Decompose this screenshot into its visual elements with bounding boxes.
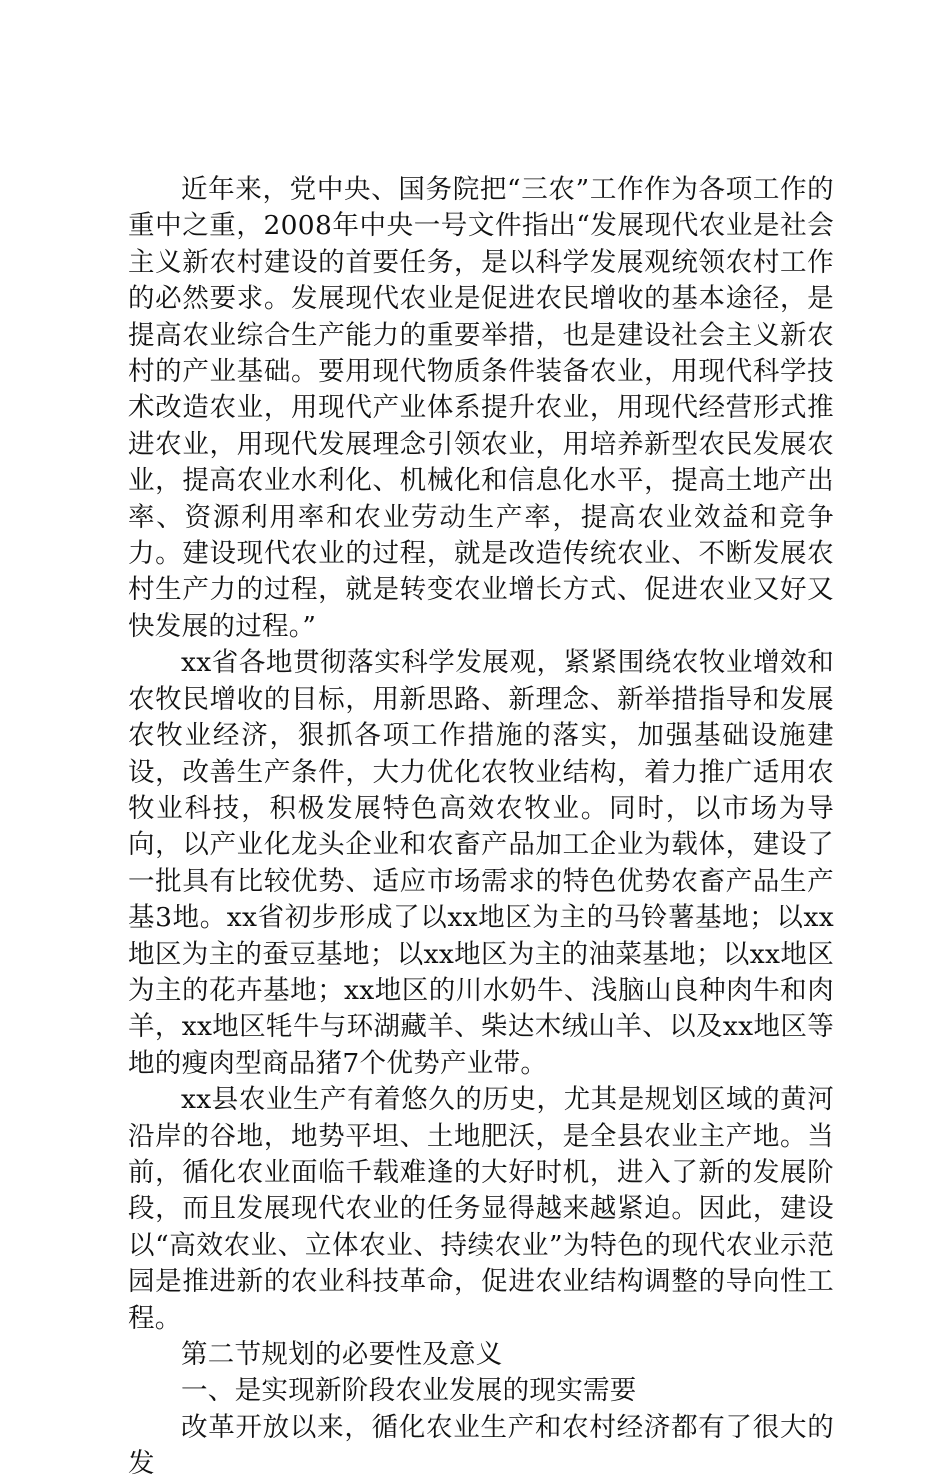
section-heading: 第二节规划的必要性及意义 (181, 1339, 503, 1370)
subsection-heading: 一、是实现新阶段农业发展的现实需要 (181, 1375, 637, 1407)
paragraph-province-development: xx省各地贯彻落实科学发展观，紧紧围绕农牧业增效和农牧民增收的目标，用新思路、新理念、新举措指导和发展农牧业经济，狠抓各项工作措施的落实，加强基础设施建设，改善生产条件，大力优化农牧业结构，着力推广适用农牧业科技，积极发展特色高效农牧业。同时，以市场为导向，以产业化龙头企业和农畜产品加工企业为载体，建设了一批具有比较优势、适应市场需求的特色优势农畜产品生产基3地。xx省初步形成了以xx地区为主的马铃薯基地；以xx地区为主的蚕豆基地；以xx地区为主的油菜基地；以xx地区为主的花卉基地；xx地区的川水奶牛、浅脑山良种肉牛和肉羊，xx地区牦牛与环湖藏羊、柴达木绒山羊、以及xx地区等地的瘦肉型商品猪7个优势产业带。 (128, 647, 834, 1079)
paragraph-reform-opening: 改革开放以来，循化农业生产和农村经济都有了很大的发 (128, 1411, 834, 1480)
paragraph-modern-agriculture: 近年来，党中央、国务院把“三农”工作作为各项工作的重中之重，2008年中央一号文件指出“发展现代农业是社会主义新农村建设的首要任务，是以科学发展观统领农村工作的必然要求。发展现代农业是促进农民增收的基本途径，是提高农业综合生产能力的重要举措，也是建设社会主义新农村的产业基础。要用现代物质条件装备农业，用现代科学技术改造农业，用现代产业体系提升农业，用现代经营形式推进农业，用现代发展理念引领农业，用培养新型农民发展农业，提高农业水利化、机械化和信息化水平，提高土地产出率、资源利用率和农业劳动生产率，提高农业效益和竞争力。建设现代农业的过程，就是改造传统农业、不断发展农村生产力的过程，就是转变农业增长方式、促进农业又好又快发展的过程。” (128, 174, 834, 642)
document-body (128, 172, 834, 1483)
paragraph-county-agriculture: xx县农业生产有着悠久的历史，尤其是规划区域的黄河沿岸的谷地，地势平坦、土地肥沃，是全县农业主产地。当前，循化农业面临千载难逢的大好时机，进入了新的发展阶段，而且发展现代农业的任务显得越来越紧迫。因此，建设以“高效农业、立体农业、持续农业”为特色的现代农业示范园是推进新的农业科技革命，促进农业结构调整的导向性工程。 (128, 1084, 834, 1334)
